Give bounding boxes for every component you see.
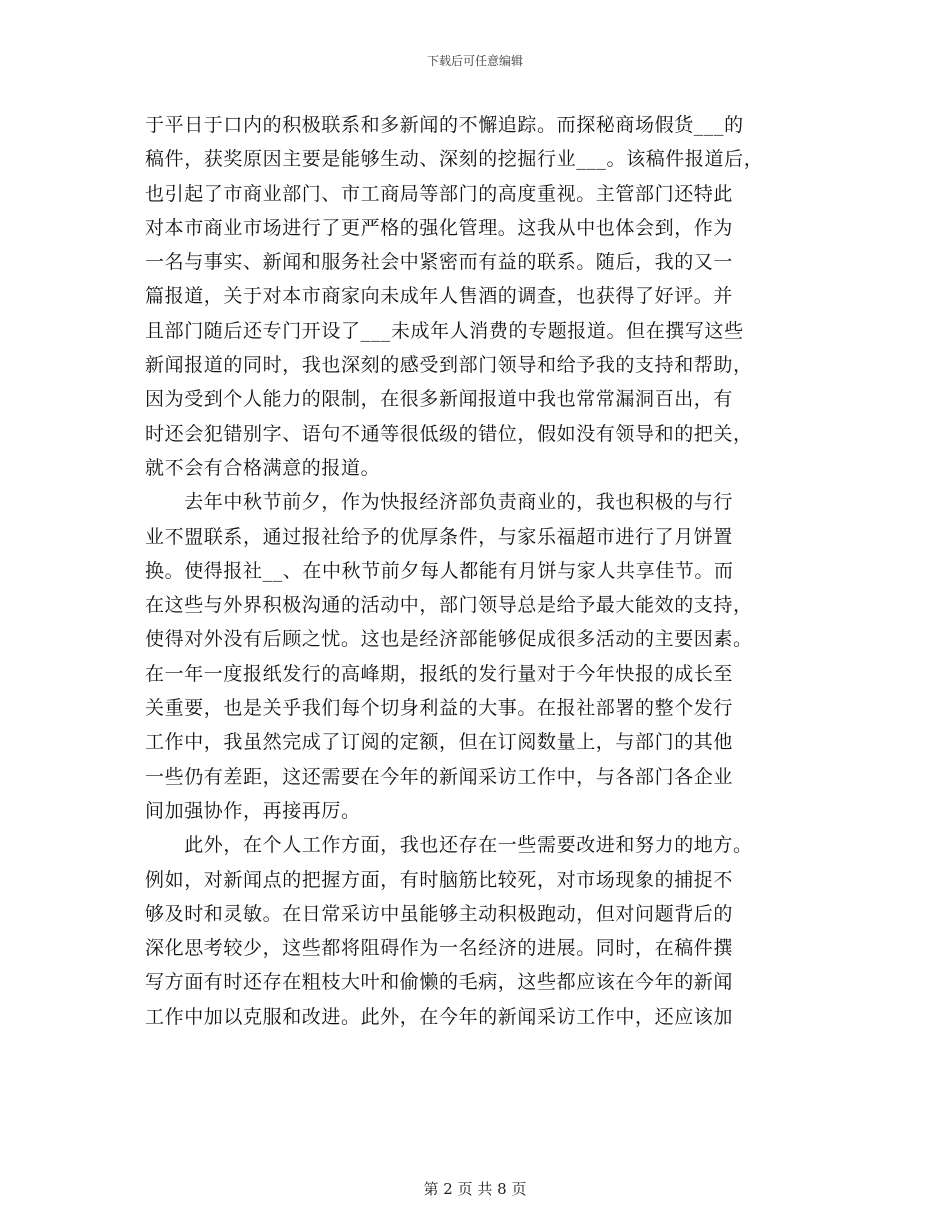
- text-line-3: 也引起了市商业部门、市工商局等部门的高度重视。主管部门还特此: [145, 182, 734, 205]
- text-line-9: 因为受到个人能力的限制，在很多新闻报道中我也常常漏洞百出，有: [145, 388, 734, 411]
- text-line-15: 在这些与外界积极沟通的活动中，部门领导总是给予最大能效的支持，: [145, 594, 753, 617]
- text-line-27: 工作中加以克服和改进。此外，在今年的新闻采访工作中，还应该加: [145, 1005, 734, 1028]
- text-line-19: 工作中，我虽然完成了订阅的定额，但在订阅数量上，与部门的其他: [145, 731, 734, 754]
- text-line-13: 业不盟联系，通过报社给予的优厚条件，与家乐福超市进行了月饼置: [145, 525, 734, 548]
- text-line-26: 写方面有时还存在粗枝大叶和偷懒的毛病，这些都应该在今年的新闻: [145, 971, 734, 994]
- page-header-note: 下载后可任意编辑: [426, 54, 523, 68]
- text-line-10: 时还会犯错别字、语句不通等很低级的错位，假如没有领导和的把关，: [145, 422, 753, 445]
- text-line-7: 且部门随后还专门开设了___未成年人消费的专题报道。但在撰写这些: [145, 319, 744, 342]
- text-line-1: 于平日于口内的积极联系和多新闻的不懈追踪。而探秘商场假货___的: [145, 114, 744, 136]
- text-line-16: 使得对外没有后顾之忧。这也是经济部能够促成很多活动的主要因素。: [145, 628, 753, 651]
- text-line-22: 此外，在个人工作方面，我也还存在一些需要改进和努力的地方。: [145, 834, 753, 857]
- text-line-23: 例如，对新闻点的把握方面，有时脑筋比较死，对市场现象的捕捉不: [145, 868, 734, 891]
- text-line-2: 稿件，获奖原因主要是能够生动、深刻的挖掘行业___。该稿件报道后，: [145, 148, 764, 171]
- text-line-5: 一名与事实、新闻和服务社会中紧密而有益的联系。随后，我的又一: [145, 251, 734, 274]
- text-line-21: 间加强协作，再接再厉。: [145, 799, 361, 822]
- text-line-24: 够及时和灵敏。在日常采访中虽能够主动积极跑动，但对问题背后的: [145, 902, 734, 925]
- text-line-12: 去年中秋节前夕，作为快报经济部负责商业的，我也积极的与行: [145, 491, 734, 514]
- text-line-6: 篇报道，关于对本市商家向未成年人售酒的调查，也获得了好评。并: [145, 285, 734, 308]
- text-line-4: 对本市商业市场进行了更严格的强化管理。这我从中也体会到，作为: [145, 216, 734, 239]
- text-line-14: 换。使得报社__、在中秋节前夕每人都能有月饼与家人共享佳节。而: [145, 559, 734, 582]
- text-line-25: 深化思考较少，这些都将阻碍作为一名经济的进展。同时，在稿件撰: [145, 937, 734, 960]
- document-body: [145, 108, 815, 1034]
- text-line-8: 新闻报道的同时，我也深刻的感受到部门领导和给予我的支持和帮助，: [145, 354, 753, 377]
- page-number: 第 2 页 共 8 页: [423, 1180, 527, 1198]
- text-line-11: 就不会有合格满意的报道。: [145, 456, 381, 479]
- text-line-20: 一些仍有差距，这还需要在今年的新闻采访工作中，与各部门各企业: [145, 765, 734, 788]
- text-line-17: 在一年一度报纸发行的高峰期，报纸的发行量对于今年快报的成长至: [145, 662, 734, 685]
- text-line-18: 关重要，也是关乎我们每个切身利益的大事。在报社部署的整个发行: [145, 697, 734, 720]
